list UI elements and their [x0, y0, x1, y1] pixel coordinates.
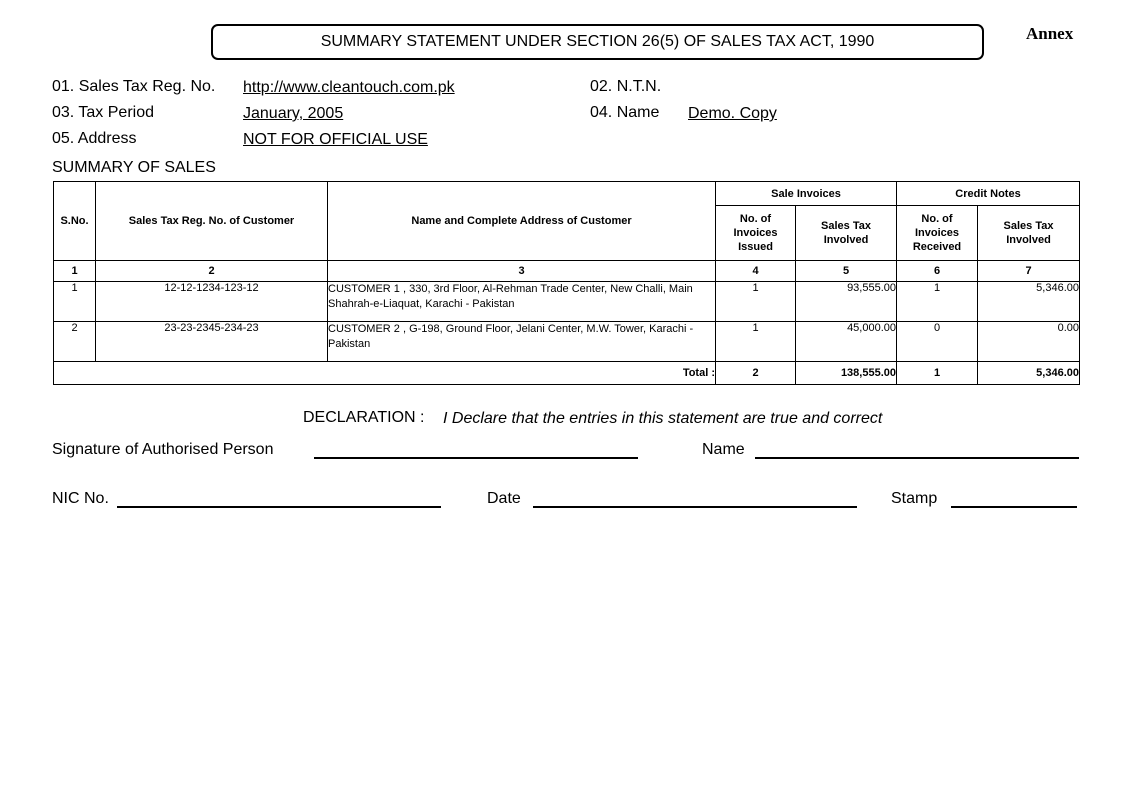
reg-no-value: http://www.cleantouch.com.pk	[243, 79, 455, 96]
column-number: 7	[978, 261, 1080, 282]
total-label: Total :	[54, 362, 716, 385]
name-line	[755, 457, 1079, 459]
total-invoices-received: 1	[897, 362, 978, 385]
cell-invoices-issued: 1	[716, 322, 796, 362]
header-sales-tax-involved: Sales Tax Involved	[796, 206, 897, 261]
tax-period-label: 03. Tax Period	[52, 104, 154, 121]
annex-label: Annex	[1026, 24, 1074, 43]
column-number: 6	[897, 261, 978, 282]
cell-sales-tax: 93,555.00	[796, 282, 897, 322]
signature-name-label: Name	[702, 441, 745, 458]
name-value: Demo. Copy	[688, 105, 777, 122]
cell-invoices-received: 1	[897, 282, 978, 322]
header-reg-no: Sales Tax Reg. No. of Customer	[96, 182, 328, 261]
statement-title: SUMMARY STATEMENT UNDER SECTION 26(5) OF SALES TAX ACT, 1990	[320, 33, 875, 50]
declaration-label: DECLARATION :	[303, 409, 425, 426]
total-row	[54, 362, 1080, 385]
date-label: Date	[487, 490, 521, 507]
stamp-line	[951, 506, 1077, 508]
total-credit-tax: 5,346.00	[978, 362, 1080, 385]
name-label: 04. Name	[590, 104, 660, 121]
group-header-credit-notes: Credit Notes	[897, 182, 1080, 206]
declaration-text: I Declare that the entries in this statement are true and correct	[443, 410, 883, 427]
header-name-address: Name and Complete Address of Customer	[328, 182, 716, 261]
statement-title-box	[211, 24, 984, 60]
column-number: 5	[796, 261, 897, 282]
cell-credit-tax: 5,346.00	[978, 282, 1080, 322]
header-invoices-issued: No. of Invoices Issued	[716, 206, 796, 261]
total-sales-tax: 138,555.00	[796, 362, 897, 385]
column-number: 4	[716, 261, 796, 282]
cell-sno: 1	[54, 282, 96, 322]
cell-credit-tax: 0.00	[978, 322, 1080, 362]
address-value: NOT FOR OFFICIAL USE	[243, 131, 428, 148]
total-invoices-issued: 2	[716, 362, 796, 385]
table-row	[54, 322, 1080, 362]
tax-period-value: January, 2005	[243, 105, 344, 122]
signature-line	[314, 457, 638, 459]
cell-sno: 2	[54, 322, 96, 362]
date-line	[533, 506, 857, 508]
address-label: 05. Address	[52, 130, 137, 147]
nic-line	[117, 506, 441, 508]
header-sno: S.No.	[54, 182, 96, 261]
cell-reg-no: 12-12-1234-123-12	[96, 282, 328, 322]
cell-invoices-received: 0	[897, 322, 978, 362]
group-header-sale-invoices: Sale Invoices	[716, 182, 897, 206]
signature-label: Signature of Authorised Person	[52, 441, 274, 458]
section-title: SUMMARY OF SALES	[52, 159, 216, 176]
header-credit-tax-involved: Sales Tax Involved	[978, 206, 1080, 261]
stamp-label: Stamp	[891, 490, 938, 507]
cell-name-address: CUSTOMER 2 , G-198, Ground Floor, Jelani Center, M.W. Tower, Karachi - Pakistan	[328, 322, 716, 362]
sales-summary-table	[53, 181, 1080, 385]
ntn-label: 02. N.T.N.	[590, 78, 662, 95]
cell-invoices-issued: 1	[716, 282, 796, 322]
column-number: 3	[328, 261, 716, 282]
reg-no-label: 01. Sales Tax Reg. No.	[52, 78, 216, 95]
cell-reg-no: 23-23-2345-234-23	[96, 322, 328, 362]
column-number: 2	[96, 261, 328, 282]
cell-sales-tax: 45,000.00	[796, 322, 897, 362]
header-invoices-received: No. of Invoices Received	[897, 206, 978, 261]
column-number: 1	[54, 261, 96, 282]
table-row	[54, 282, 1080, 322]
cell-name-address: CUSTOMER 1 , 330, 3rd Floor, Al-Rehman Trade Center, New Challi, Main Shahrah-e-Liaquat, Karachi - Pakistan	[328, 282, 716, 322]
nic-label: NIC No.	[52, 490, 109, 507]
